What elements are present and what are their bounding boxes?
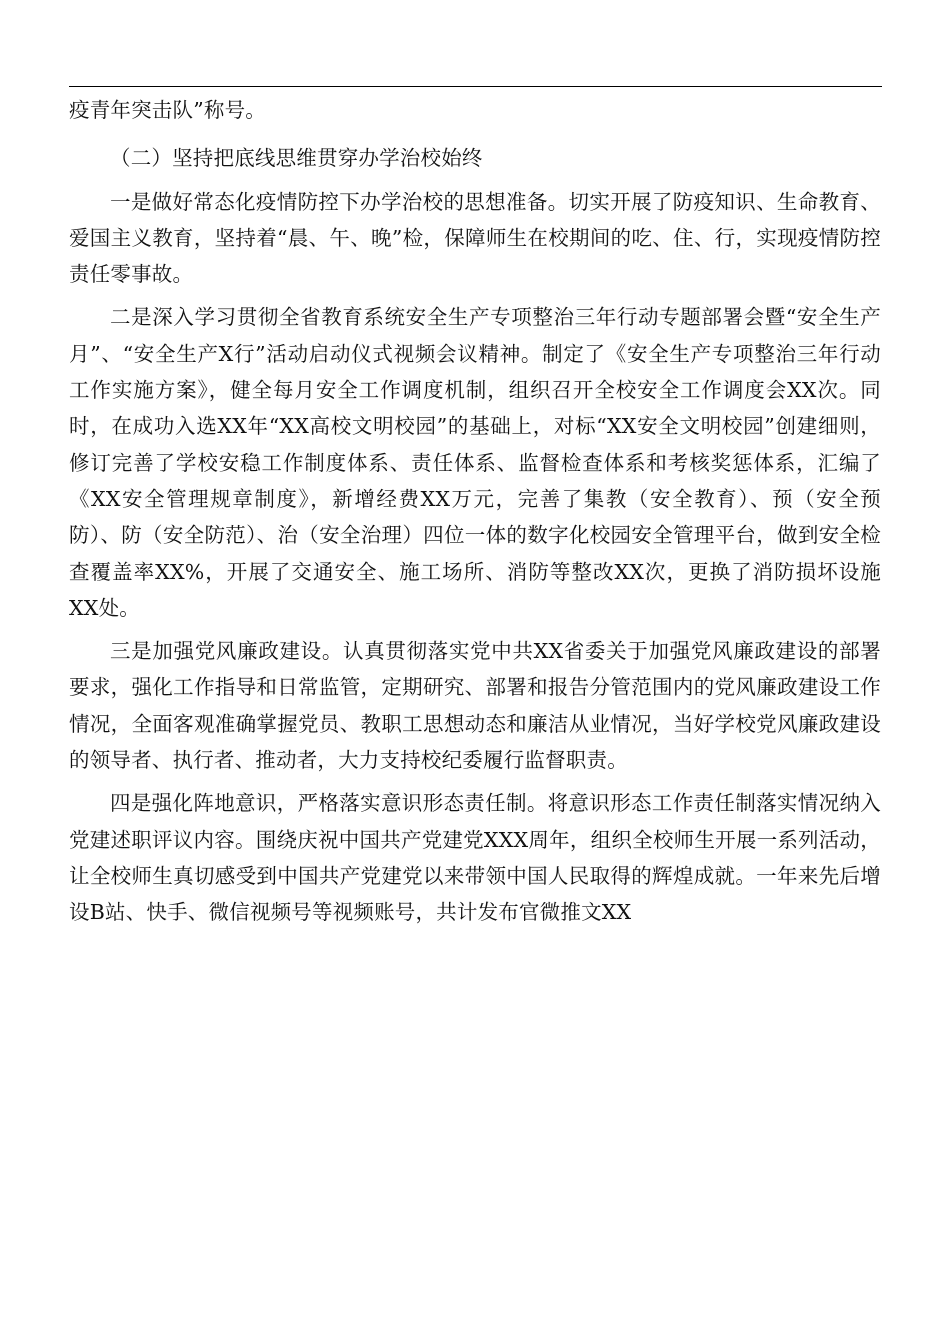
paragraph-ideology: 四是强化阵地意识，严格落实意识形态责任制。将意识形态工作责任制落实情况纳入党建述职评议内容。围绕庆祝中国共产党建党XXX周年，组织全校师生开展一系列活动，让全校师生真切感受到中国共产党建党以来带领中国人民取得的辉煌成就。一年来先后增设B站、快手、微信视频号等视频账号，共计发布官微推文XX [69, 791, 881, 925]
document-body [69, 92, 881, 931]
header-rule [69, 86, 882, 87]
paragraph-epidemic-prevention: 一是做好常态化疫情防控下办学治校的思想准备。切实开展了防疫知识、生命教育、爱国主义教育，坚持着“晨、午、晚”检，保障师生在校期间的吃、住、行，实现疫情防控责任零事故。 [69, 189, 881, 287]
continued-paragraph: 疫青年突击队”称号。 [69, 98, 266, 122]
paragraph-party-conduct: 三是加强党风廉政建设。认真贯彻落实党中共XX省委关于加强党风廉政建设的部署要求，强化工作指导和日常监管，定期研究、部署和报告分管范围内的党风廉政建设工作情况，全面客观准确掌握党员、教职工思想动态和廉洁从业情况，当好学校党风廉政建设的领导者、执行者、推动者，大力支持校纪委履行监督职责。 [69, 639, 881, 773]
section-heading: （二）坚持把底线思维贯穿办学治校始终 [110, 146, 483, 171]
paragraph-safety-production: 二是深入学习贯彻全省教育系统安全生产专项整治三年行动专题部署会暨“安全生产月”、“安全生产X行”活动启动仪式视频会议精神。制定了《安全生产专项整治三年行动工作实施方案》，健全每月安全工作调度机制，组织召开全校安全工作调度会XX次。同时，在成功入选XX年“XX高校文明校园”的基础上，对标“XX安全文明校园”创建细则，修订完善了学校安稳工作制度体系、责任体系、监督检查体系和考核奖惩体系，汇编了《XX安全管理规章制度》，新增经费XX万元，完善了集教（安全教育）、预（安全预防）、防（安全防范）、治（安全治理）四位一体的数字化校园安全管理平台，做到安全检查覆盖率XX%，开展了交通安全、施工场所、消防等整改XX次，更换了消防损坏设施XX处。 [69, 305, 881, 620]
